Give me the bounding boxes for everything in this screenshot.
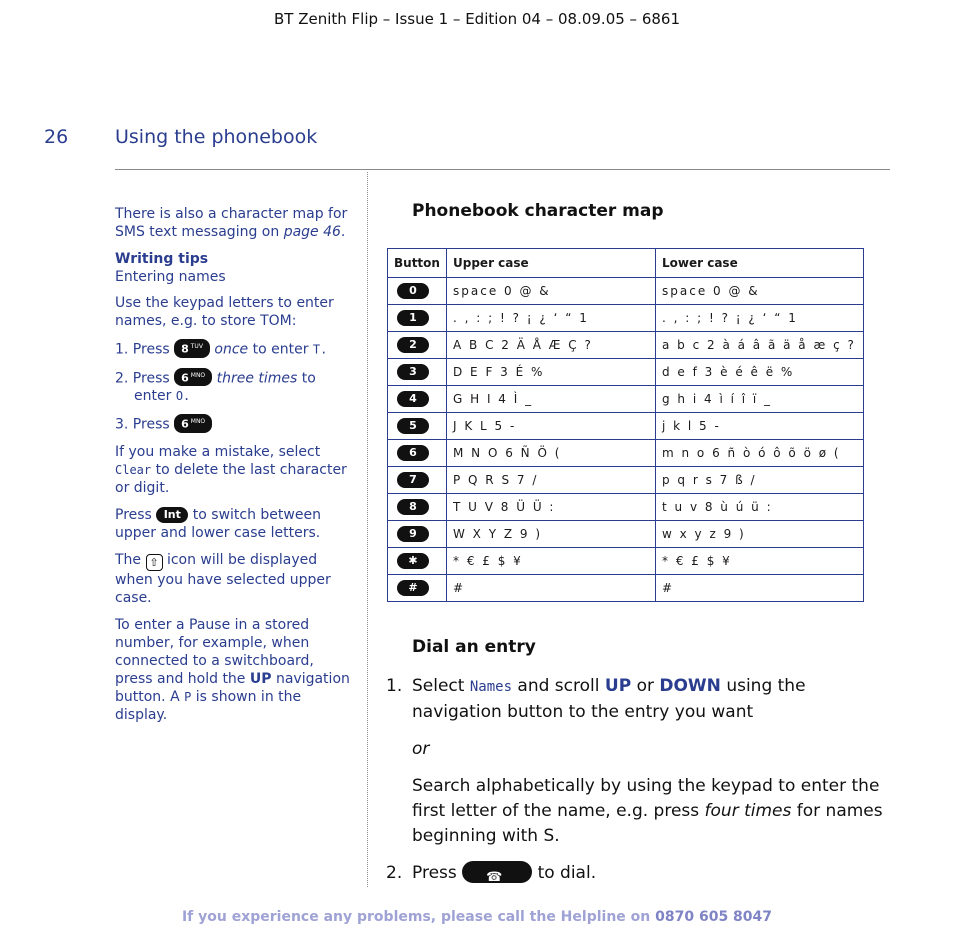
column-header: Button [388, 249, 447, 278]
key-9-icon: 9 [397, 526, 429, 542]
step-2: 2. Press 6 $^{MNO}$ three times to enter O. [115, 368, 355, 406]
character-map-table [387, 248, 864, 602]
table-row [388, 494, 864, 521]
upper-chars: # [447, 575, 656, 602]
step-3: 3. Press 6 $^{MNO}$ [115, 414, 355, 434]
footer: If you experience any problems, please call the Helpline on 0870 605 8047 [181, 909, 773, 925]
key-6-icon: 6 [397, 445, 429, 461]
lower-chars: d e f 3 è é ê ë % [656, 359, 864, 386]
sidebar-intro: There is also a character map for SMS text messaging on page 46. [115, 206, 348, 240]
dial-step-2: 2. Press ☎ to dial. [386, 863, 597, 885]
int-key-icon: Int [156, 507, 188, 523]
lower-chars: # [656, 575, 864, 602]
lower-chars: m n o 6 ñ ò ó ô õ ö ø ( [656, 440, 864, 467]
table-row [388, 413, 864, 440]
dial-instructions [386, 674, 886, 886]
key-5-icon: 5 [397, 418, 429, 434]
int-tip: Press Int to switch between upper and lower case letters. [115, 506, 321, 541]
search-alphabetically-text: Search alphabetically by using the keypad to enter the first letter of the name, e.g. press four times for names beginning with S. [412, 776, 883, 846]
step-1: 1. Press 8 $^{TUV}$ once to enter T. [115, 339, 355, 359]
table-row [388, 359, 864, 386]
mistake-tip: If you make a mistake, select Clear to delete the last character or digit. [115, 443, 347, 496]
upper-case-icon: ⇧ [146, 554, 163, 571]
sidebar [115, 205, 355, 733]
lower-chars: j k l 5 - [656, 413, 864, 440]
upper-chars: . , : ; ! ? ¡ ¿ ‘ “ 1 [447, 305, 656, 332]
lower-chars: a b c 2 à á â ã ä å æ ç ? [656, 332, 864, 359]
upper-chars: P Q R S 7 / [447, 467, 656, 494]
table-row [388, 521, 864, 548]
column-header: Lower case [656, 249, 864, 278]
upper-chars: space 0 @ & [447, 278, 656, 305]
upper-chars: T U V 8 Ü Ü : [447, 494, 656, 521]
table-header-row [388, 249, 864, 278]
table-row [388, 332, 864, 359]
table-row [388, 548, 864, 575]
upper-chars: * € £ $ ¥ [447, 548, 656, 575]
lower-chars: w x y z 9 ) [656, 521, 864, 548]
helpline-number: 0870 605 8047 [655, 909, 773, 925]
key-1-icon: 1 [397, 310, 429, 326]
key-7-icon: 7 [397, 472, 429, 488]
section-title: Using the phonebook [115, 126, 318, 148]
header-title: BT Zenith Flip – Issue 1 – Edition 04 – 08.09.05 – 6861 [273, 10, 680, 28]
use-keypad-text: Use the keypad letters to enter names, e.g. to store TOM: [115, 295, 334, 329]
upper-chars: M N O 6 Ñ Ö ( [447, 440, 656, 467]
clear-lcd-text: Clear [115, 462, 152, 477]
key-4-icon: 4 [397, 391, 429, 407]
or-text: or [412, 739, 430, 759]
table-row [388, 575, 864, 602]
table-row [388, 386, 864, 413]
column-header: Upper case [447, 249, 656, 278]
uppercase-icon-tip: The ⇧ icon will be displayed when you have selected upper case. [115, 551, 331, 606]
upper-chars: G H I 4 Ì _ [447, 386, 656, 413]
names-lcd-text: Names [469, 679, 513, 695]
lower-chars: p q r s 7 ß / [656, 467, 864, 494]
lower-chars: . , : ; ! ? ¡ ¿ ‘ “ 1 [656, 305, 864, 332]
key-8-icon: 8 [397, 499, 429, 515]
upper-chars: J K L 5 - [447, 413, 656, 440]
table-row [388, 305, 864, 332]
upper-chars: W X Y Z 9 ) [447, 521, 656, 548]
key-8-icon: 8 $^{TUV}$ [174, 339, 210, 358]
header-rule [115, 169, 890, 170]
key-6-icon: 6 $^{MNO}$ [174, 414, 212, 433]
dial-step-1: 1. Select Names and scroll UP or DOWN using the navigation button to the entry you want [386, 676, 806, 722]
key-hash-icon: # [397, 580, 429, 596]
writing-tips-heading: Writing tips [115, 251, 209, 267]
key-3-icon: 3 [397, 364, 429, 380]
dial-entry-title: Dial an entry [412, 637, 536, 657]
key-star-icon: ✱ [397, 553, 429, 569]
entering-names-subheading: Entering names [115, 269, 226, 285]
key-2-icon: 2 [397, 337, 429, 353]
writing-tips [115, 250, 355, 286]
table-row [388, 440, 864, 467]
character-map-title: Phonebook character map [412, 201, 664, 221]
key-0-icon: 0 [397, 283, 429, 299]
pause-tip: To enter a Pause in a stored number, for example, when connected to a switchboard, press and hold the UP navigation button. A P is shown in the display. [115, 616, 350, 723]
upper-chars: A B C 2 Ä Å Æ Ç ? [447, 332, 656, 359]
key-6-icon: 6 $^{MNO}$ [174, 368, 212, 387]
table-row [388, 467, 864, 494]
column-divider [367, 172, 368, 887]
upper-chars: D E F 3 É % [447, 359, 656, 386]
lower-chars: space 0 @ & [656, 278, 864, 305]
page-reference: page 46 [283, 224, 341, 240]
lower-chars: g h i 4 ì í î ï _ [656, 386, 864, 413]
page-number: 26 [44, 126, 69, 148]
lower-chars: * € £ $ ¥ [656, 548, 864, 575]
table-row [388, 278, 864, 305]
talk-key-icon: ☎ [462, 861, 532, 883]
lower-chars: t u v 8 ù ú ü : [656, 494, 864, 521]
